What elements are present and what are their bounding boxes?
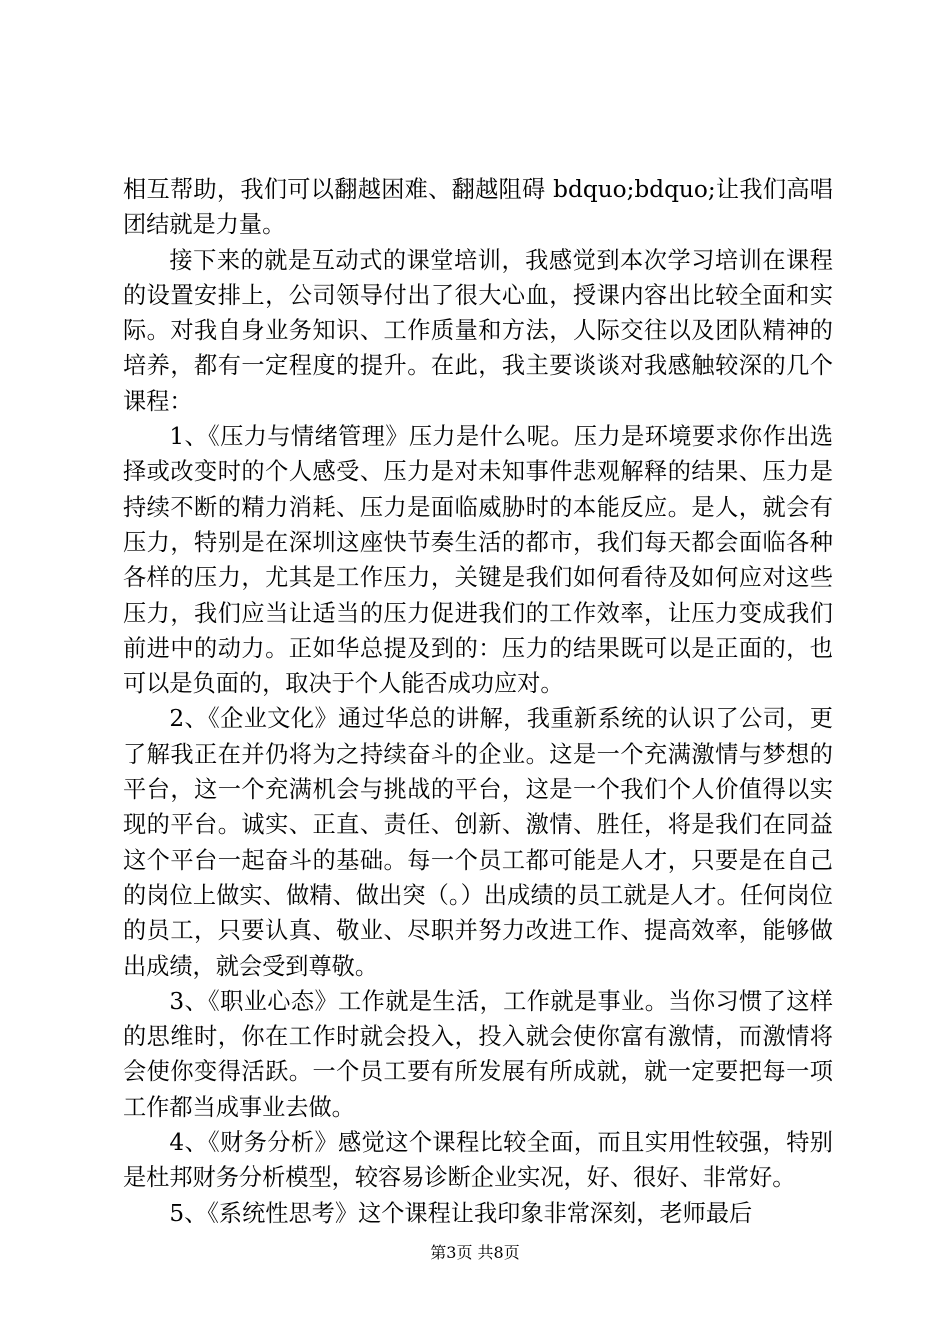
paragraph-3: 1、《压力与情绪管理》压力是什么呢。压力是环境要求你作出选择或改变时的个人感受、压力是对未知事件悲观解释的结果、压力是持续不断的精力消耗、压力是面临威胁时的本能反应。是人，就会有压力，特别是在深圳这座快节奏生活的都市，我们每天都会面临各种各样的压力，尤其是工作压力，关键是我们如何看待及如何应对这些压力，我们应当让适当的压力促进我们的工作效率，让压力变成我们前进中的动力。正如华总提及到的：压力的结果既可以是正面的，也可以是负面的，取决于个人能否成功应对。 [123, 423, 833, 698]
paragraph-1: 相互帮助，我们可以翻越困难、翻越阻碍 bdquo;bdquo;让我们高唱团结就是力量。 [123, 176, 833, 239]
page-number-footer: 第3页 共8页 [430, 1243, 520, 1262]
paragraph-5: 3、《职业心态》工作就是生活，工作就是事业。当你习惯了这样的思维时，你在工作时就会投入，投入就会使你富有激情，而激情将会使你变得活跃。一个员工要有所发展有所成就，就一定要把每一项工作都当成事业去做。 [123, 987, 833, 1121]
paragraph-4: 2、《企业文化》通过华总的讲解，我重新系统的认识了公司，更了解我正在并仍将为之持续奋斗的企业。这是一个充满激情与梦想的平台，这一个充满机会与挑战的平台，这是一个我们个人价值得以实现的平台。诚实、正直、责任、创新、激情、胜任，将是我们在同益这个平台一起奋斗的基础。每一个员工都可能是人才，只要是在自己的岗位上做实、做精、做出突（。）出成绩的员工就是人才。任何岗位的员工，只要认真、敬业、尽职并努力改进工作、提高效率，能够做出成绩，就会受到尊敬。 [123, 705, 833, 980]
document-body [123, 172, 833, 1231]
paragraph-7: 5、《系统性思考》这个课程让我印象非常深刻，老师最后 [169, 1199, 753, 1227]
paragraph-2: 接下来的就是互动式的课堂培训，我感觉到本次学习培训在课程的设置安排上，公司领导付出了很大心血，授课内容出比较全面和实际。对我自身业务知识、工作质量和方法，人际交往以及团队精神的培养，都有一定程度的提升。在此，我主要谈谈对我感触较深的几个课程： [123, 246, 833, 415]
paragraph-6: 4、《财务分析》感觉这个课程比较全面，而且实用性较强，特别是杜邦财务分析模型，较容易诊断企业实况，好、很好、非常好。 [123, 1129, 833, 1192]
